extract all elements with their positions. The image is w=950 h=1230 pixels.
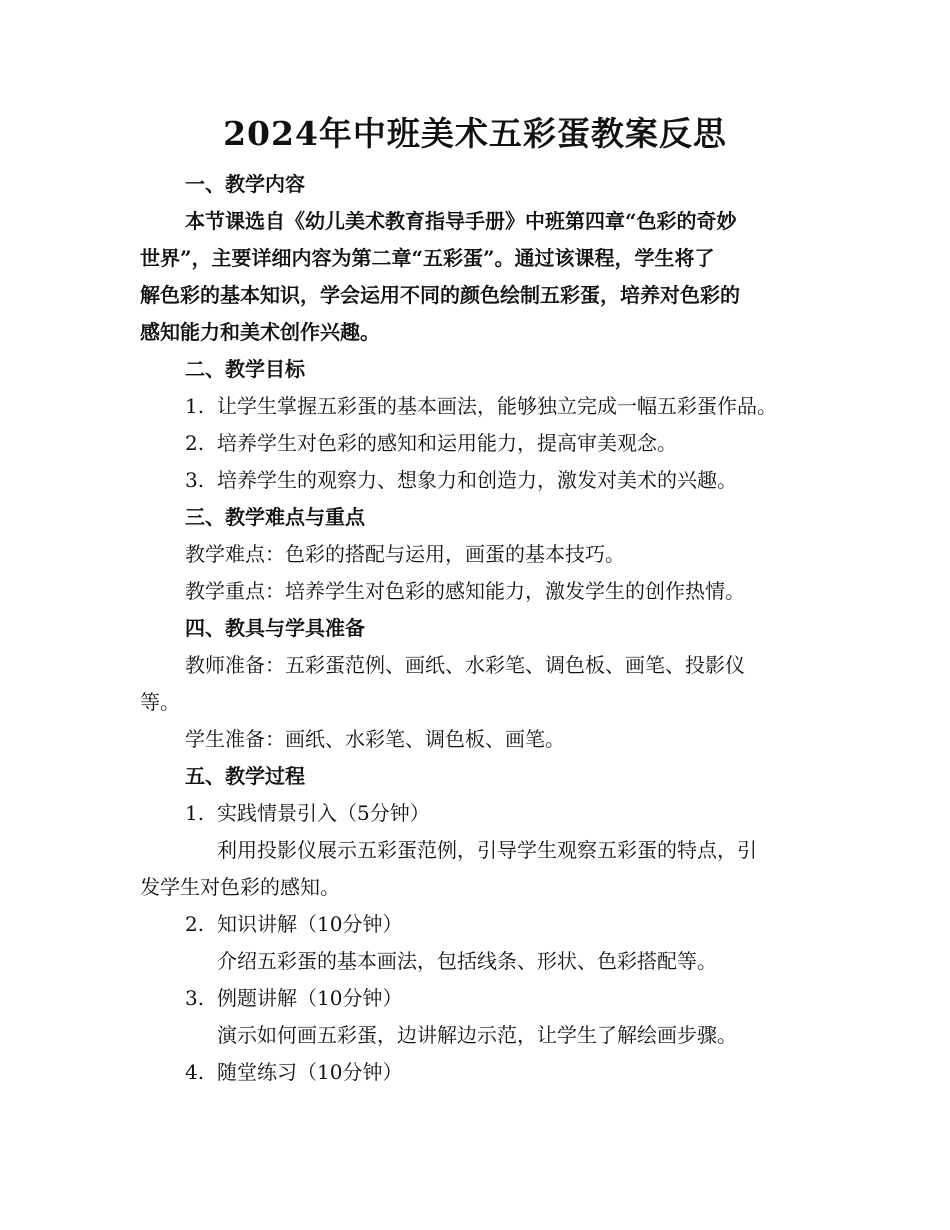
section-heading-process: 五、教学过程 xyxy=(185,764,305,788)
objective-text: 培养学生对色彩的感知和运用能力，提高审美观念。 xyxy=(217,431,677,455)
step-number: 4. xyxy=(185,1060,205,1084)
student-materials-line: 学生准备：画纸、水彩笔、调色板、画笔。 xyxy=(185,727,565,751)
objective-number: 1. xyxy=(185,394,205,418)
section-heading-difficulties: 三、教学难点与重点 xyxy=(185,505,365,529)
step-number: 1. xyxy=(185,801,205,825)
section-heading-objectives: 二、教学目标 xyxy=(185,357,305,381)
content-paragraph-line: 世界”，主要详细内容为第二章“五彩蛋”。通过该课程，学生将了 xyxy=(140,246,715,270)
section-heading-materials: 四、教具与学具准备 xyxy=(185,616,365,640)
objective-number: 3. xyxy=(185,468,205,492)
process-step-title xyxy=(140,1054,830,1091)
objective-number: 2. xyxy=(185,431,205,455)
step-number: 2. xyxy=(185,912,205,936)
process-step-title xyxy=(140,795,830,832)
content-paragraph-line: 感知能力和美术创作兴趣。 xyxy=(140,320,380,344)
content-paragraph-line: 解色彩的基本知识，学会运用不同的颜色绘制五彩蛋，培养对色彩的 xyxy=(140,283,740,307)
step-title: 例题讲解（10分钟） xyxy=(217,986,403,1010)
difficulty-line: 教学难点：色彩的搭配与运用，画蛋的基本技巧。 xyxy=(185,542,625,566)
objective-text: 培养学生的观察力、想象力和创造力，激发对美术的兴趣。 xyxy=(217,468,737,492)
objective-item xyxy=(140,425,830,462)
process-step-desc: 介绍五彩蛋的基本画法，包括线条、形状、色彩搭配等。 xyxy=(217,949,717,973)
step-title: 知识讲解（10分钟） xyxy=(217,912,403,936)
step-title: 实践情景引入（5分钟） xyxy=(217,801,430,825)
step-title: 随堂练习（10分钟） xyxy=(217,1060,403,1084)
process-step-title xyxy=(140,906,830,943)
objective-item xyxy=(140,388,830,425)
teacher-materials-line-cont: 等。 xyxy=(140,690,180,714)
process-step-title xyxy=(140,980,830,1017)
objective-text: 让学生掌握五彩蛋的基本画法，能够独立完成一幅五彩蛋作品。 xyxy=(217,394,777,418)
step-number: 3. xyxy=(185,986,205,1010)
content-paragraph-line: 本节课选自《幼儿美术教育指导手册》中班第四章“色彩的奇妙 xyxy=(185,209,737,233)
section-heading-content: 一、教学内容 xyxy=(185,172,305,196)
focus-line: 教学重点：培养学生对色彩的感知能力，激发学生的创作热情。 xyxy=(185,579,745,603)
teacher-materials-line: 教师准备：五彩蛋范例、画纸、水彩笔、调色板、画笔、投影仪 xyxy=(185,653,745,677)
document-body xyxy=(140,166,830,1091)
process-step-desc: 利用投影仪展示五彩蛋范例，引导学生观察五彩蛋的特点，引 xyxy=(217,838,757,862)
process-step-desc-cont: 发学生对色彩的感知。 xyxy=(140,875,340,899)
document-title: 2024年中班美术五彩蛋教案反思 xyxy=(223,114,727,153)
process-step-desc: 演示如何画五彩蛋，边讲解边示范，让学生了解绘画步骤。 xyxy=(217,1023,737,1047)
objective-item xyxy=(140,462,830,499)
